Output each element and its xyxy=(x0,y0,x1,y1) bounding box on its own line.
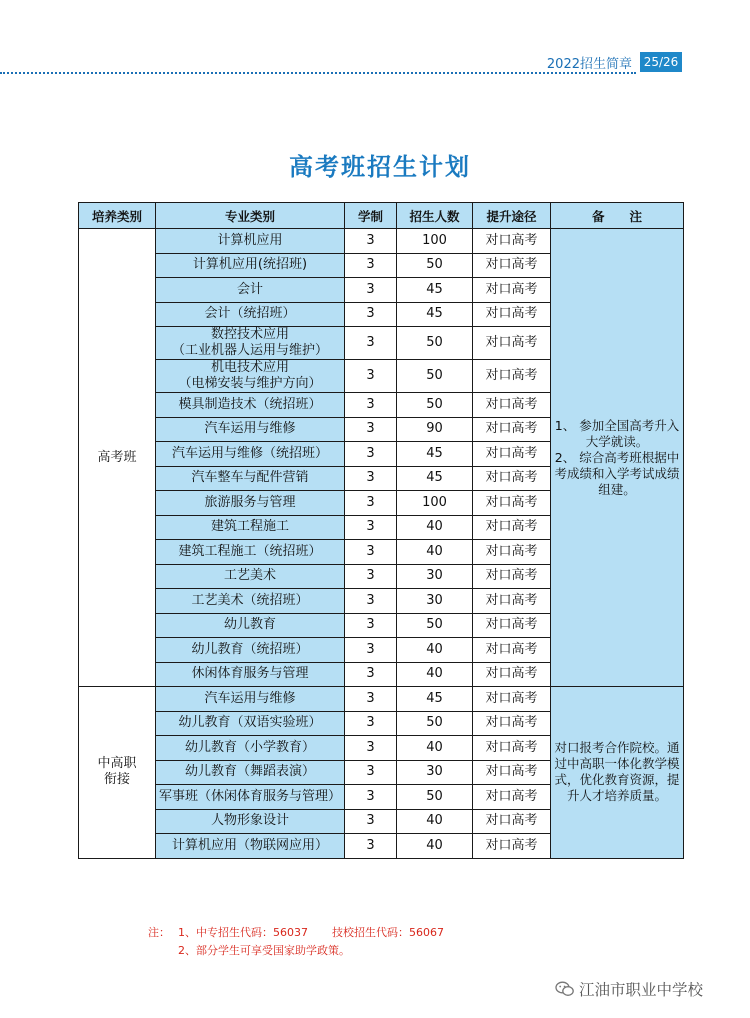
count-cell: 40 xyxy=(397,809,473,834)
count-cell: 40 xyxy=(397,638,473,663)
years-cell: 3 xyxy=(345,491,397,516)
path-cell: 对口高考 xyxy=(473,785,551,810)
major-cell: 汽车整车与配件营销 xyxy=(156,466,345,491)
years-cell: 3 xyxy=(345,736,397,761)
major-cell: 幼儿教育（小学教育） xyxy=(156,736,345,761)
remarks-cell: 对口报考合作院校。通过中高职一体化教学模式，优化教育资源，提升人才培养质量。 xyxy=(551,687,684,859)
path-cell: 对口高考 xyxy=(473,589,551,614)
years-cell: 3 xyxy=(345,360,397,393)
major-cell: 休闲体育服务与管理 xyxy=(156,662,345,687)
years-cell: 3 xyxy=(345,417,397,442)
count-cell: 45 xyxy=(397,278,473,303)
major-cell: 数控技术应用 （工业机器人运用与维护） xyxy=(156,327,345,360)
count-cell: 40 xyxy=(397,515,473,540)
major-cell: 汽车运用与维修 xyxy=(156,687,345,712)
major-cell: 汽车运用与维修（统招班） xyxy=(156,442,345,467)
remarks-cell: 1、 参加全国高考升入大学就读。 2、 综合高考班根据中考成绩和入学考试成绩组建。 xyxy=(551,229,684,687)
count-cell: 45 xyxy=(397,466,473,491)
header-enrollment-count: 招生人数 xyxy=(397,203,473,229)
count-cell: 50 xyxy=(397,785,473,810)
count-cell: 45 xyxy=(397,302,473,327)
path-cell: 对口高考 xyxy=(473,687,551,712)
path-cell: 对口高考 xyxy=(473,327,551,360)
table-row xyxy=(79,687,684,712)
major-cell: 建筑工程施工 xyxy=(156,515,345,540)
path-cell: 对口高考 xyxy=(473,638,551,663)
years-cell: 3 xyxy=(345,809,397,834)
major-cell: 幼儿教育（舞蹈表演） xyxy=(156,760,345,785)
path-cell: 对口高考 xyxy=(473,760,551,785)
count-cell: 50 xyxy=(397,393,473,418)
path-cell: 对口高考 xyxy=(473,466,551,491)
header-remarks: 备 注 xyxy=(551,203,684,229)
footnote xyxy=(148,924,444,960)
years-cell: 3 xyxy=(345,589,397,614)
years-cell: 3 xyxy=(345,540,397,565)
years-cell: 3 xyxy=(345,785,397,810)
path-cell: 对口高考 xyxy=(473,662,551,687)
path-cell: 对口高考 xyxy=(473,442,551,467)
path-cell: 对口高考 xyxy=(473,229,551,254)
major-cell: 幼儿教育 xyxy=(156,613,345,638)
count-cell: 45 xyxy=(397,687,473,712)
count-cell: 50 xyxy=(397,253,473,278)
major-cell: 计算机应用 xyxy=(156,229,345,254)
years-cell: 3 xyxy=(345,711,397,736)
table-row xyxy=(79,229,684,254)
major-cell: 会计（统招班） xyxy=(156,302,345,327)
years-cell: 3 xyxy=(345,393,397,418)
path-cell: 对口高考 xyxy=(473,491,551,516)
path-cell: 对口高考 xyxy=(473,540,551,565)
count-cell: 50 xyxy=(397,360,473,393)
count-cell: 100 xyxy=(397,229,473,254)
major-cell: 汽车运用与维修 xyxy=(156,417,345,442)
years-cell: 3 xyxy=(345,327,397,360)
years-cell: 3 xyxy=(345,687,397,712)
years-cell: 3 xyxy=(345,564,397,589)
table-header-row xyxy=(79,203,684,229)
count-cell: 40 xyxy=(397,662,473,687)
header-years: 学制 xyxy=(345,203,397,229)
category-cell: 中高职 衔接 xyxy=(79,687,156,859)
path-cell: 对口高考 xyxy=(473,564,551,589)
footnote-school-code: 1、中专招生代码：56037 xyxy=(178,926,308,939)
major-cell: 计算机应用(统招班) xyxy=(156,253,345,278)
major-cell: 工艺美术 xyxy=(156,564,345,589)
path-cell: 对口高考 xyxy=(473,360,551,393)
years-cell: 3 xyxy=(345,613,397,638)
years-cell: 3 xyxy=(345,662,397,687)
count-cell: 30 xyxy=(397,564,473,589)
account-watermark xyxy=(555,978,703,1000)
page-title: 高考班招生计划 xyxy=(289,153,471,181)
enrollment-plan-table xyxy=(78,202,684,859)
wechat-icon xyxy=(555,981,575,997)
years-cell: 3 xyxy=(345,466,397,491)
footnote-tech-school-code: 技校招生代码：56067 xyxy=(332,926,444,939)
footnote-label: 注： xyxy=(148,926,170,939)
count-cell: 45 xyxy=(397,442,473,467)
path-cell: 对口高考 xyxy=(473,834,551,859)
category-cell: 高考班 xyxy=(79,229,156,687)
count-cell: 50 xyxy=(397,327,473,360)
count-cell: 50 xyxy=(397,711,473,736)
watermark-text: 江油市职业中学校 xyxy=(579,981,704,999)
header-dotted-line xyxy=(0,72,636,74)
major-cell: 人物形象设计 xyxy=(156,809,345,834)
brochure-title: 2022招生简章 xyxy=(546,57,632,72)
years-cell: 3 xyxy=(345,302,397,327)
years-cell: 3 xyxy=(345,515,397,540)
years-cell: 3 xyxy=(345,760,397,785)
count-cell: 90 xyxy=(397,417,473,442)
major-cell: 会计 xyxy=(156,278,345,303)
major-cell: 旅游服务与管理 xyxy=(156,491,345,516)
count-cell: 100 xyxy=(397,491,473,516)
major-cell: 建筑工程施工（统招班） xyxy=(156,540,345,565)
path-cell: 对口高考 xyxy=(473,809,551,834)
header-training-type: 培养类别 xyxy=(79,203,156,229)
major-cell: 模具制造技术（统招班） xyxy=(156,393,345,418)
path-cell: 对口高考 xyxy=(473,302,551,327)
footnote-subsidy: 2、部分学生可享受国家助学政策。 xyxy=(178,944,350,957)
years-cell: 3 xyxy=(345,834,397,859)
count-cell: 40 xyxy=(397,736,473,761)
major-cell: 幼儿教育（双语实验班） xyxy=(156,711,345,736)
page-number-badge: 25/26 xyxy=(640,52,682,72)
years-cell: 3 xyxy=(345,442,397,467)
path-cell: 对口高考 xyxy=(473,393,551,418)
count-cell: 50 xyxy=(397,613,473,638)
path-cell: 对口高考 xyxy=(473,515,551,540)
major-cell: 计算机应用（物联网应用） xyxy=(156,834,345,859)
major-cell: 机电技术应用 （电梯安装与维护方向） xyxy=(156,360,345,393)
header-major: 专业类别 xyxy=(156,203,345,229)
path-cell: 对口高考 xyxy=(473,417,551,442)
count-cell: 30 xyxy=(397,589,473,614)
path-cell: 对口高考 xyxy=(473,613,551,638)
path-cell: 对口高考 xyxy=(473,253,551,278)
path-cell: 对口高考 xyxy=(473,736,551,761)
count-cell: 30 xyxy=(397,760,473,785)
years-cell: 3 xyxy=(345,229,397,254)
major-cell: 工艺美术（统招班） xyxy=(156,589,345,614)
count-cell: 40 xyxy=(397,834,473,859)
major-cell: 军事班（休闲体育服务与管理） xyxy=(156,785,345,810)
years-cell: 3 xyxy=(345,278,397,303)
years-cell: 3 xyxy=(345,638,397,663)
years-cell: 3 xyxy=(345,253,397,278)
count-cell: 40 xyxy=(397,540,473,565)
header-advancement-path: 提升途径 xyxy=(473,203,551,229)
major-cell: 幼儿教育（统招班） xyxy=(156,638,345,663)
path-cell: 对口高考 xyxy=(473,278,551,303)
path-cell: 对口高考 xyxy=(473,711,551,736)
